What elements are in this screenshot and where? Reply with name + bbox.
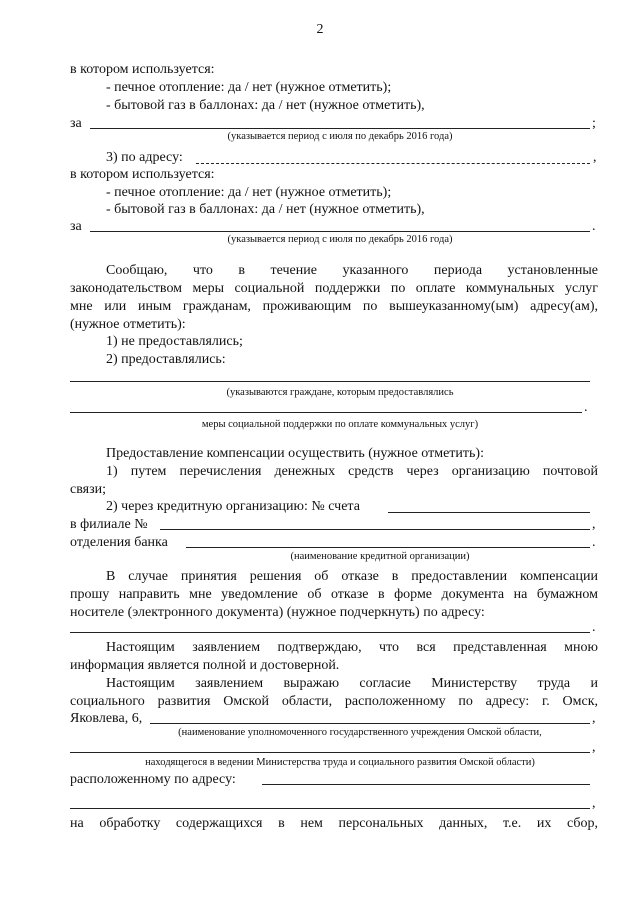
recipients-end: . [584,400,588,415]
address-end: , [593,150,597,165]
period-hint: (указывается период с июля по декабрь 2016 года) [227,131,453,142]
refusal-text-line-2: прошу направить мне уведомление об отказе в форме документа на бумажном [70,587,598,602]
branch-end: , [592,517,596,532]
address-label: 3) по адресу: [106,150,183,165]
located-address-end: , [592,796,596,811]
bank-department-field-line[interactable] [186,547,590,548]
period-end-2: . [592,219,596,234]
ministry-hint: находящегося в ведении Министерства труда и социального развития Омской области) [145,757,535,768]
period-prefix: за [70,116,82,131]
located-address-label: расположенному по адресу: [70,772,236,787]
period-field-line[interactable] [90,128,590,129]
recipients-field-line[interactable] [70,381,590,382]
branch-field-line[interactable] [160,529,590,530]
used-label: в котором используется: [70,62,215,77]
support-measures-hint: меры социальной поддержки по оплате коммунальных услуг) [201,419,479,430]
compensation-title: Предоставление компенсации осуществить (нужное отметить): [106,446,484,461]
support-text-line-1: Сообщаю, что в течение указанного периода установленные [106,263,598,278]
refusal-text-line-3: носителе (электронного документа) (нужное подчеркнуть) по адресу: [70,605,485,620]
used-label-2: в котором используется: [70,167,215,182]
institution-hint: (наименование уполномоченного государственного учреждения Омской области, [178,727,542,738]
refusal-address-field-line[interactable] [70,632,590,633]
recipients-hint: (указываются граждане, которым предоставлялись [226,387,454,398]
institution-end-2: , [592,740,596,755]
gas-cylinder-option: - бытовой газ в баллонах: да / нет (нужное отметить), [106,98,425,113]
period-field-line-2[interactable] [90,231,590,232]
support-text-line-2: законодательством меры социальной поддержки по оплате коммунальных услуг [70,281,598,296]
postal-option-line-2: связи; [70,482,106,497]
gas-cylinder-option-2: - бытовой газ в баллонах: да / нет (нужное отметить), [106,202,425,217]
refusal-text-line-1: В случае принятия решения об отказе в предоставлении компенсации [106,569,598,584]
postal-option-line-1: 1) путем перечисления денежных средств через организацию почтовой [106,464,598,479]
support-text-line-4: (нужное отметить): [70,317,186,332]
page-number: 2 [316,22,324,37]
institution-field-line-2[interactable] [70,752,590,753]
confirm-text-line-1: Настоящим заявлением подтверждаю, что вся представленная мною [106,640,598,655]
refusal-address-end: . [592,620,596,635]
institution-field-line[interactable] [150,723,590,724]
located-address-field-line-2[interactable] [70,808,590,809]
confirm-text-line-2: информация является полной и достоверной. [70,658,340,673]
institution-end: , [592,711,596,726]
bank-department-label: отделения банка [70,535,168,550]
located-address-field-line[interactable] [262,784,590,785]
recipients-field-line-2[interactable] [70,412,582,413]
period-hint-2: (указывается период с июля по декабрь 2016 года) [227,234,453,245]
consent-text-line-2: социального развития Омской области, расположенному по адресу: г. Омск, [70,694,598,709]
account-number-field-line[interactable] [388,512,590,513]
period-prefix-2: за [70,219,82,234]
consent-last-line: на обработку содержащихся в нем персональных данных, т.е. их сбор, [70,816,598,831]
stove-heating-option: - печное отопление: да / нет (нужное отметить); [106,80,392,95]
address-field-line[interactable] [196,163,590,164]
support-option-provided: 2) предоставлялись: [106,352,226,367]
support-option-not-provided: 1) не предоставлялись; [106,334,243,349]
consent-text-line-3: Яковлева, 6, [70,711,143,726]
stove-heating-option-2: - печное отопление: да / нет (нужное отметить); [106,185,392,200]
period-end: ; [592,116,596,131]
consent-text-line-1: Настоящим заявлением выражаю согласие Министерству труда и [106,676,598,691]
bank-department-end: . [592,535,596,550]
bank-name-hint: (наименование кредитной организации) [290,551,470,562]
branch-label: в филиале № [70,517,148,532]
bank-option-label: 2) через кредитную организацию: № счета [106,499,360,514]
support-text-line-3: мне или иным гражданам, проживающим по вышеуказанному(ым) адресу(ам), [70,299,598,314]
